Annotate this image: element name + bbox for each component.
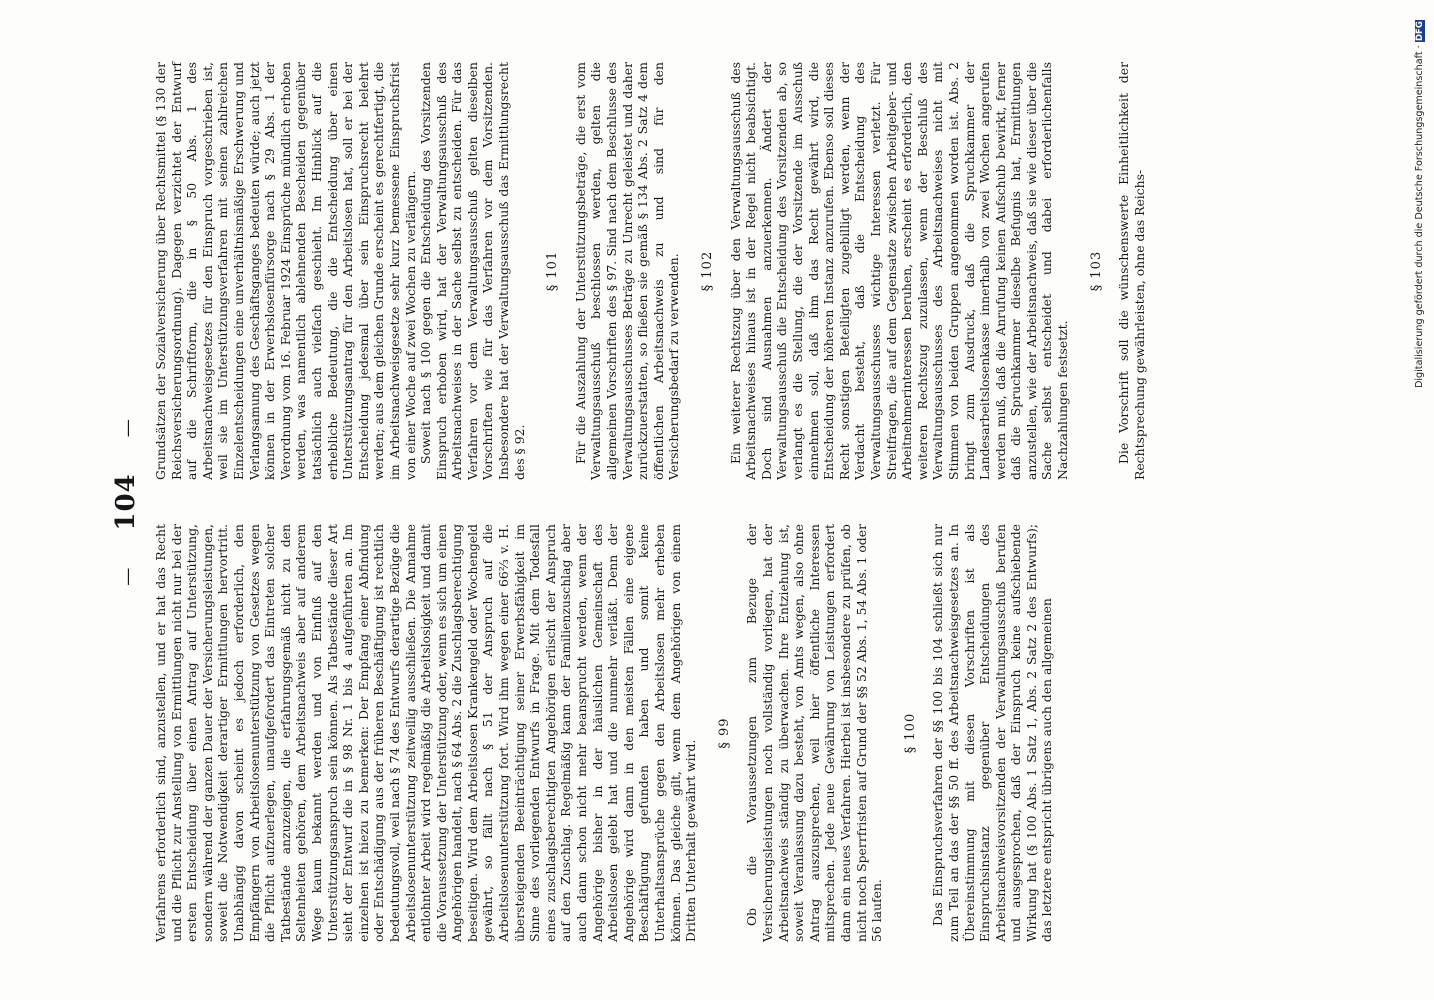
- dfg-logo: DFG: [1415, 21, 1425, 42]
- digitization-credit-text: [1414, 8, 1425, 388]
- section-heading: § 102: [700, 250, 715, 292]
- paragraph: Soweit nach § 100 gegen die Entscheidung des Vorsitzenden Einspruch erhoben wird, hat der Verwaltungsausschuß des Arbeitsnachweises in der Sache selbst zu entscheiden. Für das Verfahren vor dem Verwaltungsausschuß gelten dieselben Vorschriften wie für das Verfahren vor dem Vorsitzenden. Insbesondere hat der Verwaltungsausschuß das Ermittlungsrecht des § 92.: [418, 62, 527, 480]
- section-heading: § 100: [902, 712, 918, 754]
- page-header: [111, 62, 151, 942]
- paragraph: Für die Auszahlung der Unterstützungsbeträge, die erst vom Verwaltungsausschuß beschlossen werden, gelten die allgemeinen Vorschriften des § 97. Sind nach dem Beschlusse des Verwaltungsausschusses Beträge zu Unrecht geleistet und daher zurückzuerstatten, so fließen sie gemäß § 134 Abs. 2 Satz 4 dem öffentlichen Arbeitsnachweis zu und sind für den Versicherungsbedarf zu verwenden.: [572, 62, 682, 480]
- page-number: 104: [111, 473, 141, 531]
- section-heading: § 101: [545, 250, 561, 292]
- credit-line: Digitalisierung gefördert durch die Deutsche Forschungsgemeinschaft ·: [1414, 42, 1425, 388]
- paragraph: Die Vorschrift soll die wünschenswerte Einheitlichkeit der Rechtsprechung gewährleisten, ohne das Reichs-: [1116, 62, 1147, 480]
- paragraph: Ob die Voraussetzungen zum Bezuge der Versicherungsleistungen noch vollständig vorliegen, hat der Arbeitsnachweis ständig zu überwachen. Ihre Entziehung ist, soweit Veranlassung dazu besteht, von Amts wegen, also ohne Antrag auszusprechen, weil hier öffentliche Interessen mitsprechen. Jede neue Gewährung von Leistungen erfordert dann ein neues Verfahren. Hierbei ist insbesondere zu prüfen, ob nicht noch Sperrfristen auf Grund der §§ 52 Abs. 1, 54 Abs. 1 oder 56 laufen.: [744, 524, 885, 942]
- section-heading: § 99: [716, 717, 732, 749]
- paragraph: Das Einspruchsverfahren der §§ 100 bis 104 schließt sich nur zum Teil an das der §§ 50 ff. des Arbeitsnachweisgesetzes an. In Übereinstimmung mit diesen Vorschriften ist als Einspruchsinstanz gegenüber Entscheidungen des Arbeitsnachweisvorsitzenden der Verwaltungsausschuß berufen und ausgesprochen, daß der Einspruch keine aufschiebende Wirkung hat (§ 100 Abs. 1 Satz 1, Abs. 2 Satz 2 des Entwurfs); das letztere entspricht übrigens auch den allgemeinen: [930, 524, 1055, 942]
- paragraph: Ein weiterer Rechtszug über den Verwaltungsausschuß des Arbeitsnachweises hinaus ist in der Regel nicht beabsichtigt. Doch sind Ausnahmen anzuerkennen. Ändert der Verwaltungsausschuß die Entscheidung des Vorsitzenden ab, so verlangt es die Stellung, die der Vorsitzende im Ausschuß einnehmen soll, daß ihm das Recht gewährt wird, die Entscheidung der höheren Instanz anzurufen. Ebenso soll dieses Recht sonstigen Beteiligten zugebilligt werden, wenn der Verdacht besteht, daß die Entscheidung des Verwaltungsausschusses wichtige Interessen verletzt. Für Streitfragen, die auf dem Gegensatze zwischen Arbeitgeber- und Arbeitnehmerinteressen beruhen, erscheint es erforderlich, den weiteren Rechtszug zuzulassen, wenn der Beschluß des Verwaltungsausschusses des Arbeitsnachweises nicht mit Stimmen von beiden Gruppen angenommen worden ist. Abs. 2 bringt zum Ausdruck, daß die Spruchkammer der Landesarbeitslosenkasse innerhalb von zwei Wochen angerufen werden muß, daß die Anrufung keinen Aufschub bewirkt, ferner daß die Spruchkammer dieselbe Befugnis hat, Ermittlungen anzustellen, wie der Arbeitsnachweis, daß sie wie dieser über die Sache selbst entscheidet und dabei erforderlichenfalls Nachzahlungen festsetzt.: [727, 62, 1071, 480]
- header-dash-left: —: [116, 566, 138, 586]
- paragraph: Grundsätzen der Sozialversicherung über Rechtsmittel (§ 130 der Reichsversicherungsordnung). Dagegen verzichtet der Entwurf auf die Schriftform, die in § 50 Abs. 1 des Arbeitsnachweisgesetzes für den Einspruch vorgeschrieben ist, weil sie im Unterstützungsverfahren mit seinen zahlreichen Einzelentscheidungen eine unverhältnismäßige Erschwerung und Verlangsamung des Geschäftsganges bedeuten würde; auch jetzt können in der Erwerbslosenfürsorge nach § 29 Abs. 1 der Verordnung vom 16. Februar 1924 Einsprüche mündlich erhoben werden, was namentlich ablehnenden Bescheiden gegenüber tatsächlich auch vielfach geschieht. Im Hinblick auf die erhebliche Bedeutung, die die Entscheidung über einen Unterstützungsantrag für den Arbeitslosen hat, soll er bei der Entscheidung jedesmal über sein Einspruchsrecht belehrt werden; aus dem gleichen Grunde erscheint es gerechtfertigt, die im Arbeitsnachweisgesetze sehr kurz bemessene Einspruchsfrist von einer Woche auf zwei Wochen zu verlängern.: [153, 62, 418, 480]
- right-text-column: [153, 62, 1147, 480]
- digitization-credit: [1414, 8, 1428, 388]
- left-text-column: [153, 524, 1055, 942]
- paragraph: Verfahrens erforderlich sind, anzustellen, und er hat das Recht und die Pflicht zur Anstellung von Ermittlungen nicht nur bei der ersten Entscheidung über einen Antrag auf Unterstützung, sondern während der ganzen Dauer der Versicherungsleistungen, soweit die Notwendigkeit derartiger Ermittlungen hervortritt. Unabhängig davon scheint es jedoch erforderlich, den Empfängern von Arbeitslosenunterstützung von Gesetzes wegen die Pflicht aufzuerlegen, unaufgefordert das Eintreten solcher Tatbestände anzuzeigen, die erfahrungsgemäß nicht zu den Seltenheiten gehören, dem Arbeitsnachweis aber auf anderem Wege kaum bekannt werden und von Einfluß auf den Unterstützungsanspruch sein können. Als Tatbestände dieser Art sieht der Entwurf die in § 98 Nr. 1 bis 4 aufgeführten an. Im einzelnen ist hiezu zu bemerken: Der Empfang einer Abfindung oder Entschädigung aus der früheren Beschäftigung ist rechtlich bedeutungsvoll, weil nach § 74 des Entwurfs derartige Bezüge die Arbeitslosenunterstützung zeitweilig ausschließen. Die Annahme entlohnter Arbeit wird regelmäßig die Arbeitslosigkeit und damit die Voraussetzung der Unterstützung oder, wenn es sich um einen Angehörigen handelt, nach § 64 Abs. 2 die Zuschlagsberechtigung beseitigen. Wird dem Arbeitslosen Krankengeld oder Wochengeld gewährt, so fällt nach § 51 der Anspruch auf die Arbeitslosenunterstützung fort. Wird ihm wegen einer 66⅔ v. H. übersteigenden Beeinträchtigung seiner Erwerbsfähigkeit im Sinne des vorliegenden Entwurfs in Frage. Mit dem Todesfall eines zuschlagsberechtigten Angehörigen erlischt der Anspruch auf den Zuschlag. Regelmäßig kann der Familienzuschlag aber auch dann schon nicht mehr beansprucht werden, wenn der Angehörige bisher in der häuslichen Gemeinschaft des Arbeitslosen gelebt hat und die nunmehr verläßt. Denn der Angehörige wird dann in den meisten Fällen eine eigene Beschäftigung gefunden haben und somit keine Unterhaltsansprüche gegen den Arbeitslosen mehr erheben können. Das gleiche gilt, wenn dem Angehörigen von einem Dritten Unterhalt gewährt wird.: [153, 523, 699, 942]
- header-dash-right: —: [116, 418, 138, 438]
- section-heading: § 103: [1088, 250, 1104, 292]
- rotated-document-page: [105, 62, 1305, 942]
